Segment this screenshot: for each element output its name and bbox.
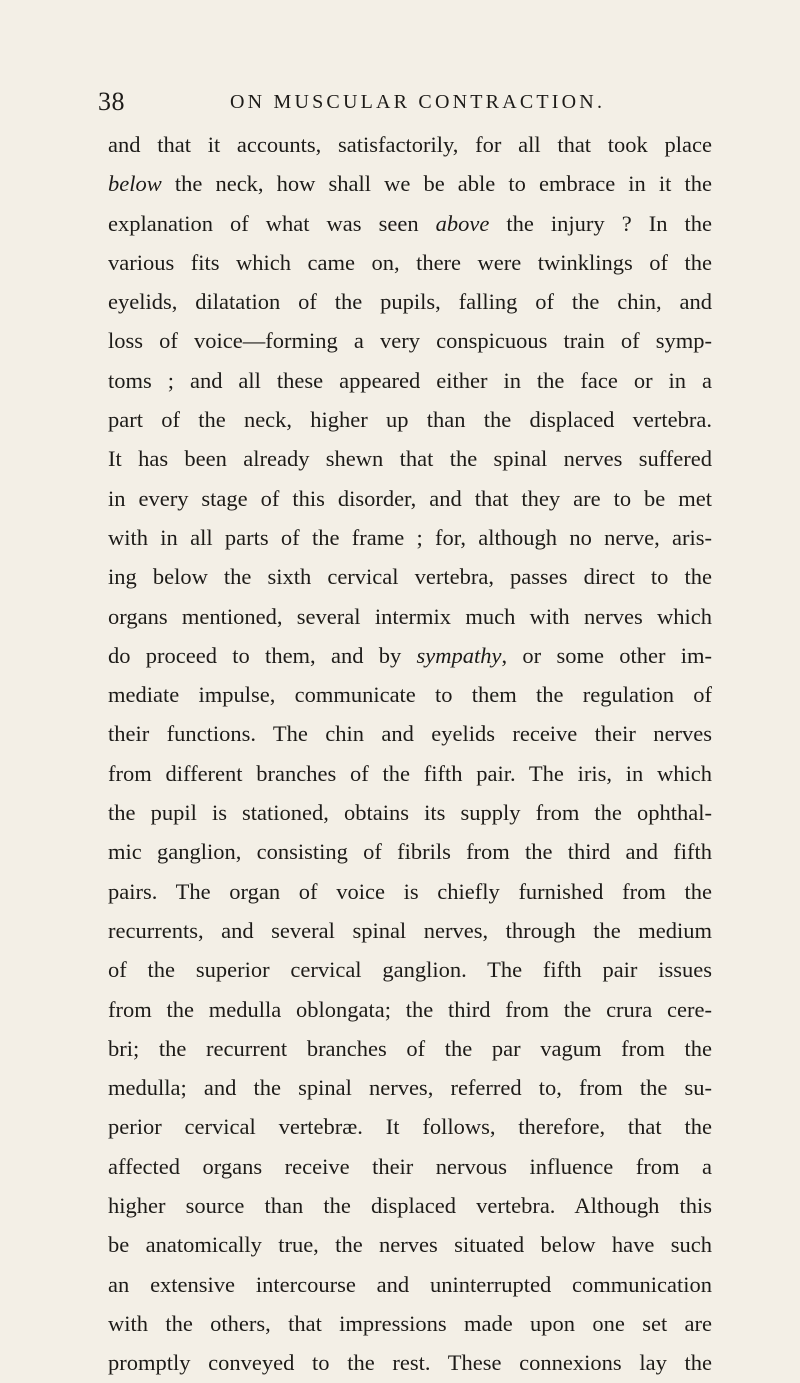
text-run: loss of voice—forming a very conspicuous train of symp-	[108, 328, 712, 354]
text-run: recurrents, and several spinal nerves, through the medium	[108, 917, 712, 943]
text-line	[108, 282, 712, 321]
text-line	[108, 361, 712, 400]
text-line	[108, 793, 712, 832]
text-run: various fits which came on, there were twinklings of the	[108, 249, 712, 275]
text-line	[108, 321, 712, 360]
text-line	[108, 1068, 712, 1107]
body-text	[108, 125, 712, 1383]
text-run: and that it accounts, satisfactorily, for all that took place	[108, 132, 712, 157]
text-run: with in all parts of the frame ; for, although no nerve, aris-	[108, 524, 712, 550]
text-line	[108, 950, 712, 989]
text-run: be anatomically true, the nerves situated below have such	[108, 1232, 712, 1258]
text-line	[108, 557, 712, 596]
text-line	[108, 1186, 712, 1225]
text-line	[108, 125, 712, 164]
text-run: ing below the sixth cervical vertebra, passes direct to the	[108, 564, 712, 590]
text-line	[108, 636, 712, 675]
text-line	[108, 400, 712, 439]
text-run: bri; the recurrent branches of the par vagum from the	[108, 1035, 712, 1061]
text-run: pairs. The organ of voice is chiefly furnished from the	[108, 878, 712, 904]
text-line	[108, 990, 712, 1029]
text-line	[108, 911, 712, 950]
text-run: toms ; and all these appeared either in the face or in a	[108, 367, 712, 393]
text-run: promptly conveyed to the rest. These connexions lay the	[108, 1350, 712, 1376]
italic-text: sympathy	[416, 642, 502, 668]
text-run: the injury ? In the	[489, 210, 712, 236]
text-line	[108, 1147, 712, 1186]
text-run: It has been already shewn that the spinal nerves suffered	[108, 446, 712, 472]
text-run: mic ganglion, consisting of fibrils from the third and fifth	[108, 839, 712, 865]
text-run: perior cervical vertebræ. It follows, therefore, that the	[108, 1114, 712, 1140]
text-run: an extensive intercourse and uninterrupted communication	[108, 1271, 712, 1297]
text-line	[108, 675, 712, 714]
page-number: 38	[98, 87, 125, 116]
text-run: do proceed to them, and by	[108, 642, 417, 668]
text-run: higher source than the displaced vertebra. Although this	[108, 1193, 712, 1219]
text-line	[108, 1265, 712, 1304]
running-title: ON MUSCULAR CONTRACTION.	[230, 91, 606, 113]
text-line	[108, 597, 712, 636]
text-run: from different branches of the fifth pair. The iris, in which	[108, 760, 712, 786]
text-line	[108, 872, 712, 911]
text-run: medulla; and the spinal nerves, referred to, from the su-	[108, 1075, 712, 1101]
text-line	[108, 164, 712, 203]
text-line	[108, 1107, 712, 1146]
text-line	[108, 479, 712, 518]
text-run: from the medulla oblongata; the third from the crura cere-	[108, 996, 712, 1022]
text-line	[108, 518, 712, 557]
italic-text: above	[435, 210, 490, 236]
text-run: part of the neck, higher up than the displaced vertebra.	[108, 407, 712, 433]
text-run: , or some other im-	[501, 642, 712, 668]
text-line	[108, 204, 712, 243]
text-run: organs mentioned, several intermix much with nerves which	[108, 603, 712, 629]
text-run: eyelids, dilatation of the pupils, falling of the chin, and	[108, 289, 712, 315]
text-line	[108, 832, 712, 871]
text-run: their functions. The chin and eyelids receive their nerves	[108, 721, 712, 747]
text-line	[108, 439, 712, 478]
running-head	[98, 82, 710, 122]
text-run: in every stage of this disorder, and that they are to be met	[108, 485, 712, 511]
text-run: the pupil is stationed, obtains its supply from the ophthal-	[108, 800, 712, 826]
text-line	[108, 1029, 712, 1068]
text-run: with the others, that impressions made upon one set are	[108, 1310, 712, 1336]
text-line	[108, 243, 712, 282]
text-run: of the superior cervical ganglion. The fifth pair issues	[108, 957, 712, 983]
text-line	[108, 714, 712, 753]
text-run: affected organs receive their nervous influence from a	[108, 1153, 712, 1179]
text-line	[108, 754, 712, 793]
text-run: explanation of what was seen	[108, 210, 436, 236]
text-line	[108, 1225, 712, 1264]
text-line	[108, 1304, 712, 1343]
text-run: the neck, how shall we be able to embrace in it the	[161, 171, 712, 197]
text-line	[108, 1343, 712, 1382]
text-run: mediate impulse, communicate to them the regulation of	[108, 682, 712, 708]
italic-text: below	[108, 171, 162, 197]
